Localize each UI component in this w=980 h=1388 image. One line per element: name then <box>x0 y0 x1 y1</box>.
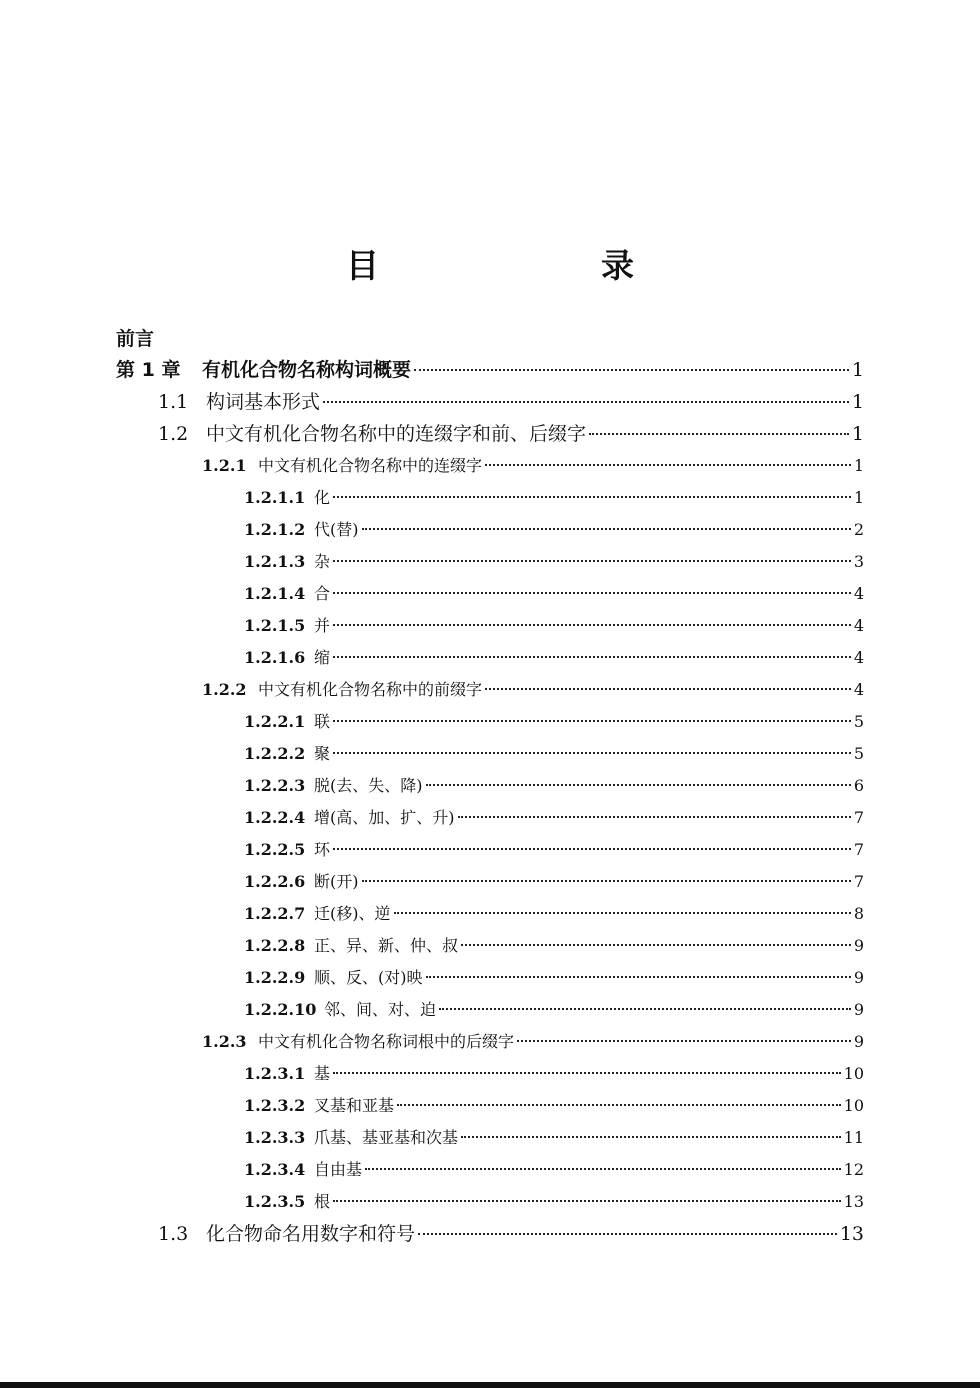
toc-entry-label: 构词基本形式 <box>206 391 321 413</box>
toc-dot-leader <box>517 1040 851 1042</box>
toc-dot-leader <box>589 433 849 435</box>
toc-entry-number: 1.2.2.8 <box>244 936 306 955</box>
toc-entry-label: 中文有机化合物名称词根中的后缀字 <box>258 1032 515 1051</box>
toc-page-number: 10 <box>843 1096 864 1115</box>
toc-entry-subsub[interactable] <box>116 514 864 546</box>
toc-dot-leader <box>414 369 849 371</box>
toc-entry-number: 1.2.2.10 <box>244 1000 317 1019</box>
toc-entry-label: 化 <box>314 488 331 507</box>
toc-entry-subsub[interactable] <box>116 866 864 898</box>
toc-entry-label: 合 <box>314 584 331 603</box>
toc-page-number: 13 <box>839 1223 864 1245</box>
toc-page-number: 9 <box>853 936 864 955</box>
toc-dot-leader <box>461 1136 841 1138</box>
toc-entry-subsub[interactable] <box>116 546 864 578</box>
toc-page-number: 12 <box>843 1160 864 1179</box>
toc-entry-sub[interactable] <box>116 674 864 706</box>
toc-entry-number: 1.2.2 <box>202 680 247 699</box>
toc-dot-leader <box>333 848 851 850</box>
toc-dot-leader <box>333 560 851 562</box>
toc-dot-leader <box>333 752 851 754</box>
toc-entry-number: 1.2.2.6 <box>244 872 306 891</box>
toc-entry-subsub[interactable] <box>116 610 864 642</box>
toc-entry-number: 1.2.1.2 <box>244 520 306 539</box>
toc-entry-subsub[interactable] <box>116 482 864 514</box>
toc-entry-number: 1.2.3 <box>202 1032 247 1051</box>
toc-entry-label: 自由基 <box>314 1160 363 1179</box>
toc-dot-leader <box>485 688 851 690</box>
toc-page-number: 6 <box>853 776 864 795</box>
toc-entry-number: 1.2.3.2 <box>244 1096 306 1115</box>
toc-entry-subsub[interactable] <box>116 962 864 994</box>
toc-entry-number: 1.2.2.2 <box>244 744 306 763</box>
toc-entry-chapter[interactable] <box>116 354 864 386</box>
toc-entry-label: 叉基和亚基 <box>314 1096 395 1115</box>
toc-dot-leader <box>461 944 851 946</box>
toc-entry-label: 并 <box>314 616 331 635</box>
toc-dot-leader <box>485 464 851 466</box>
toc-entry-subsub[interactable] <box>116 1186 864 1218</box>
toc-entry-label: 杂 <box>314 552 331 571</box>
toc-dot-leader <box>333 656 851 658</box>
toc-entry-number: 1.2.3.5 <box>244 1192 306 1211</box>
toc-entry-section[interactable] <box>116 418 864 450</box>
toc-entry-label: 化合物命名用数字和符号 <box>206 1223 416 1245</box>
toc-page-number: 2 <box>853 520 864 539</box>
toc-entry-label: 基 <box>314 1064 331 1083</box>
toc-entry-label: 缩 <box>314 648 331 667</box>
toc-entry-label: 断(开) <box>314 872 359 891</box>
toc-dot-leader <box>439 1008 851 1010</box>
toc-page-number: 1 <box>851 359 864 381</box>
toc-entry-subsub[interactable] <box>116 642 864 674</box>
toc-entry-label: 增(高、加、扩、升) <box>314 808 455 827</box>
toc-entry-label: 根 <box>314 1192 331 1211</box>
toc-entry-number: 1.3 <box>158 1223 189 1245</box>
toc-entry-number: 1.2.1.1 <box>244 488 306 507</box>
toc-entry-number: 1.2.2.9 <box>244 968 306 987</box>
toc-page-number: 13 <box>843 1192 864 1211</box>
toc-dot-leader <box>362 528 851 530</box>
toc-entry-number: 1.2 <box>158 423 189 445</box>
toc-entry-label: 邻、间、对、迫 <box>324 1000 437 1019</box>
toc-entry-number: 1.2.1.4 <box>244 584 306 603</box>
toc-entry-subsub[interactable] <box>116 1154 864 1186</box>
toc-page-number: 4 <box>853 680 864 699</box>
toc-dot-leader <box>333 592 851 594</box>
toc-entry-label: 迁(移)、逆 <box>314 904 391 923</box>
toc-dot-leader <box>333 720 851 722</box>
toc-entry-label: 中文有机化合物名称中的前缀字 <box>258 680 483 699</box>
toc-entry-label: 脱(去、失、降) <box>314 776 423 795</box>
toc-entry-label: 正、异、新、仲、叔 <box>314 936 459 955</box>
toc-entry-label: 联 <box>314 712 331 731</box>
toc-dot-leader <box>362 880 851 882</box>
toc-entry-sub[interactable] <box>116 450 864 482</box>
toc-entry-number: 1.2.1.3 <box>244 552 306 571</box>
toc-entry-section[interactable] <box>116 1218 864 1250</box>
toc-entry-subsub[interactable] <box>116 898 864 930</box>
page-title: 目 录 <box>346 246 686 285</box>
toc-dot-leader <box>426 976 851 978</box>
toc-entry-subsub[interactable] <box>116 994 864 1026</box>
toc-entry-label: 聚 <box>314 744 331 763</box>
toc-page-number: 3 <box>853 552 864 571</box>
toc-entry-number: 1.2.2.5 <box>244 840 306 859</box>
toc-entry-number: 1.2.3.4 <box>244 1160 306 1179</box>
toc-entry-number: 1.2.2.7 <box>244 904 306 923</box>
toc-entry-label: 环 <box>314 840 331 859</box>
toc-dot-leader <box>394 912 851 914</box>
toc-dot-leader <box>397 1104 841 1106</box>
toc-page-number: 11 <box>843 1128 864 1147</box>
toc-entry-subsub[interactable] <box>116 770 864 802</box>
toc-entry-number: 1.2.1.6 <box>244 648 306 667</box>
toc-dot-leader <box>333 624 851 626</box>
toc-page-number: 4 <box>853 584 864 603</box>
toc-page-number: 8 <box>853 904 864 923</box>
toc-entry-label: 中文有机化合物名称中的连缀字和前、后缀字 <box>206 423 587 445</box>
toc-entry-subsub[interactable] <box>116 1058 864 1090</box>
toc-page-number: 7 <box>853 808 864 827</box>
toc-page-number: 1 <box>851 423 864 445</box>
toc-entry-number: 1.2.2.4 <box>244 808 306 827</box>
toc-dot-leader <box>418 1233 837 1235</box>
toc-dot-leader <box>458 816 851 818</box>
table-of-contents <box>116 322 864 1250</box>
toc-entry-sub[interactable] <box>116 1026 864 1058</box>
toc-entry-label: 有机化合物名称构词概要 <box>202 359 412 381</box>
toc-entry-number: 1.2.1 <box>202 456 247 475</box>
toc-entry-number: 第 1 章 <box>116 359 181 381</box>
toc-dot-leader <box>333 1200 841 1202</box>
toc-entry-subsub[interactable] <box>116 930 864 962</box>
toc-entry-number: 1.2.3.3 <box>244 1128 306 1147</box>
toc-entry-number: 1.2.2.3 <box>244 776 306 795</box>
toc-page-number: 4 <box>853 648 864 667</box>
page-bottom-rule <box>0 1382 980 1388</box>
toc-page-number: 5 <box>853 712 864 731</box>
toc-page-number: 10 <box>843 1064 864 1083</box>
toc-entry-section[interactable] <box>116 386 864 418</box>
toc-page-number: 4 <box>853 616 864 635</box>
toc-page-number: 1 <box>853 488 864 507</box>
toc-entry-subsub[interactable] <box>116 1090 864 1122</box>
toc-entry-subsub[interactable] <box>116 1122 864 1154</box>
toc-entry-number: 1.1 <box>158 391 189 413</box>
toc-dot-leader <box>333 496 851 498</box>
toc-entry-label: 爪基、基亚基和次基 <box>314 1128 459 1147</box>
toc-page-number: 7 <box>853 872 864 891</box>
toc-page-number: 1 <box>851 391 864 413</box>
toc-page-number: 9 <box>853 1000 864 1019</box>
toc-entry-subsub[interactable] <box>116 578 864 610</box>
toc-page-number: 5 <box>853 744 864 763</box>
toc-dot-leader <box>333 1072 841 1074</box>
toc-preface[interactable]: 前言 <box>116 328 155 350</box>
toc-entry-subsub[interactable] <box>116 706 864 738</box>
toc-entry-subsub[interactable] <box>116 834 864 866</box>
toc-entry-number: 1.2.3.1 <box>244 1064 306 1083</box>
toc-page-number: 1 <box>853 456 864 475</box>
toc-dot-leader <box>365 1168 841 1170</box>
toc-entry-subsub[interactable] <box>116 802 864 834</box>
toc-entry-label: 顺、反、(对)映 <box>314 968 423 987</box>
toc-page-number: 7 <box>853 840 864 859</box>
toc-page-number: 9 <box>853 1032 864 1051</box>
toc-entry-subsub[interactable] <box>116 738 864 770</box>
toc-entry-label: 中文有机化合物名称中的连缀字 <box>258 456 483 475</box>
toc-dot-leader <box>323 401 849 403</box>
toc-entry-number: 1.2.1.5 <box>244 616 306 635</box>
toc-page-number: 9 <box>853 968 864 987</box>
toc-dot-leader <box>426 784 851 786</box>
toc-entry-number: 1.2.2.1 <box>244 712 306 731</box>
toc-entry-label: 代(替) <box>314 520 359 539</box>
